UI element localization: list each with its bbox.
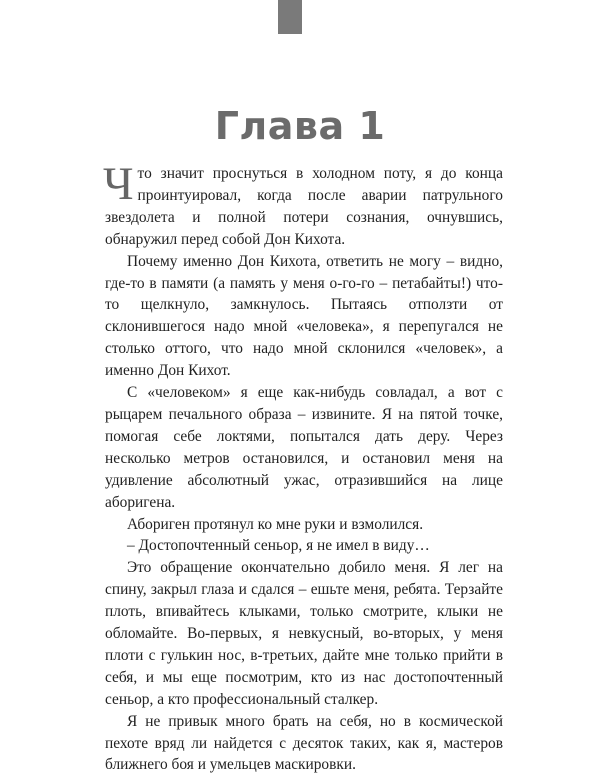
paragraph-6: Это обращение окончательно добило меня. Я лег на спину, закрыл глаза и сдался – ешьте меня, ребята. Терзайте плоть, впивайтесь клыками, только смотрите, клыки не обломайте. Во-первых, я невкусный, во-вторых, у меня плоти с гулькин нос, в-третьих, дайте мне только прийти в себя, и мы еще посмотрим, кто из нас достопочтенный сеньор, а кто профессиональный сталкер.: [105, 559, 503, 708]
body-text: [103, 158, 503, 776]
paragraph-1-text: то значит проснуться в холодном поту, я до конца проинтуировал, когда после аварии патрульного звездолета и полной потери сознания, очнувшись, обнаружил перед собой Дон Кихота.: [105, 165, 503, 248]
chapter-title: Глава 1: [214, 104, 386, 148]
paragraph-1: [103, 158, 503, 251]
paragraph-7: Я не привык много брать на себя, но в космической пехоте вряд ли найдется с десяток таких, как я, мастеров ближнего боя и умельцев маскировки.: [105, 712, 503, 774]
paragraph-5-dialogue: – Достопочтенный сеньор, я не имел в виду…: [127, 537, 430, 555]
paragraph-4: Абориген протянул ко мне руки и взмолился.: [127, 515, 424, 533]
paragraph-2: Почему именно Дон Кихота, ответить не могу – видно, где-то в памяти (а память у меня о-го-го – петабайты!) что-то щелкнуло, замкнулось. Пытаясь отползти от склонившегося надо мной «человека», я перепугался не столько оттого, что надо мной склонился «человек», а именно Дон Кихот.: [105, 252, 503, 380]
drop-cap: Ч: [103, 158, 134, 210]
page-tab-marker: [278, 0, 302, 34]
paragraph-3: С «человеком» я еще как-нибудь совладал, а вот с рыцарем печального образа – извините. Я на пятой точке, помогая себе локтями, попытался дать деру. Через несколько метров остановился, и остановил меня на удивление абсолютный ужас, отразившийся на лице аборигена.: [105, 384, 503, 511]
